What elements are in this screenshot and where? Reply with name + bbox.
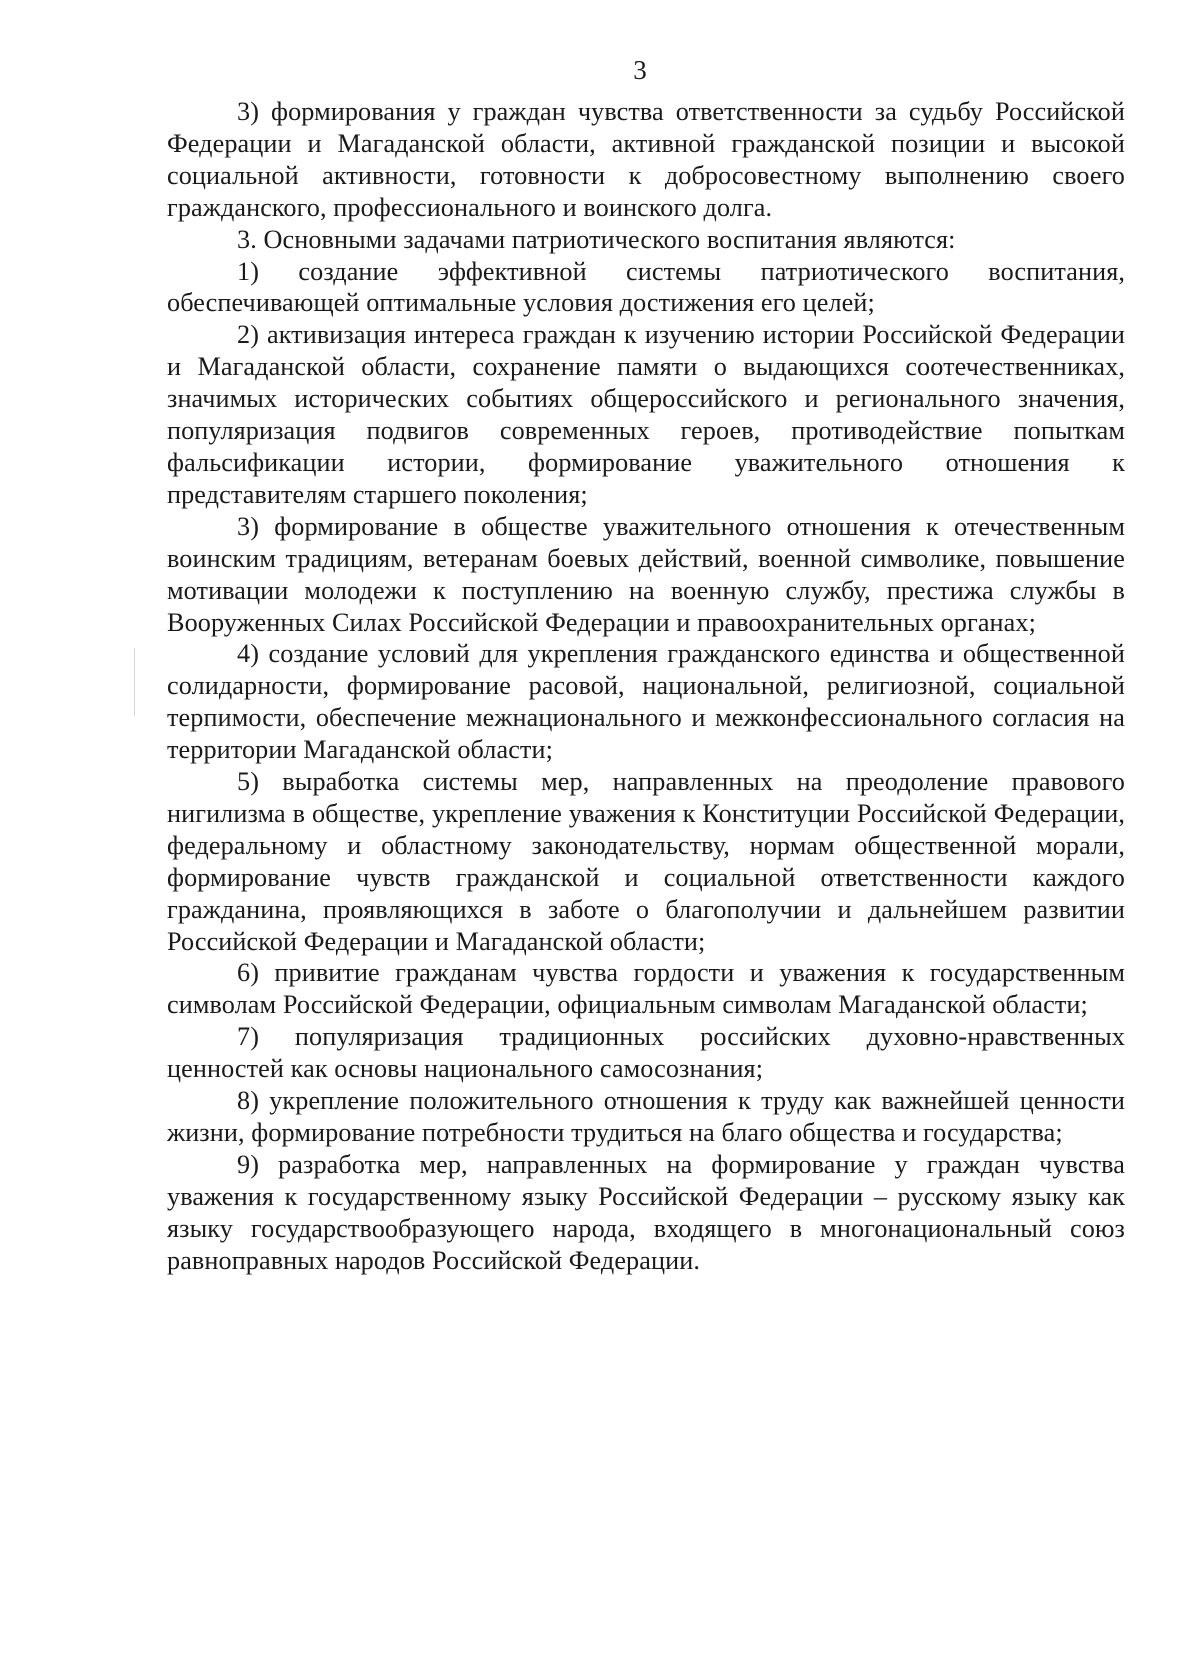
- paragraph-section-3-heading: 3. Основными задачами патриотического воспитания являются:: [237, 224, 956, 254]
- paragraph-task-4: 4) создание условий для укрепления гражданского единства и общественной солидарности, формирование расовой, национальной, религиозной, социальной терпимости, обеспечение межнационального и межконфессионального согласия на территории Магаданской области;: [167, 639, 1125, 765]
- paragraph-task-6: 6) привитие гражданам чувства гордости и уважения к государственным символам Российской Федерации, официальным символам Магаданской области;: [167, 958, 1125, 1020]
- paragraph-task-5: 5) выработка системы мер, направленных на преодоление правового нигилизма в обществе, укрепление уважения к Конституции Российской Федерации, федеральному и областному законодательству, нормам общественной морали, формирование чувств гражданской и социальной ответственности каждого гражданина, проявляющихся в заботе о благополучии и дальнейшем развитии Российской Федерации и Магаданской области;: [167, 767, 1125, 956]
- paragraph-item-3-goal: 3) формирования у граждан чувства ответственности за судьбу Российской Федерации и Магаданской области, активной гражданской позиции и высокой социальной активности, готовности к добросовестному выполнению своего гражданского, профессионального и воинского долга.: [167, 97, 1125, 222]
- paragraph-task-1: 1) создание эффективной системы патриотического воспитания, обеспечивающей оптимальные условия достижения его целей;: [167, 256, 1125, 318]
- paragraph-task-8: 8) укрепление положительного отношения к труду как важнейшей ценности жизни, формирование потребности трудиться на благо общества и государства;: [167, 1086, 1125, 1147]
- margin-mark: [134, 648, 135, 716]
- paragraph-task-7: 7) популяризация традиционных российских духовно-нравственных ценностей как основы национального самосознания;: [167, 1022, 1125, 1084]
- page-number: 3: [633, 55, 647, 85]
- document-body: [167, 96, 1125, 1277]
- paragraph-task-3: 3) формирование в обществе уважительного отношения к отечественным воинским традициям, ветеранам боевых действий, военной символике, повышение мотивации молодежи к поступлению на военную службу, престижа службы в Вооруженных Силах Российской Федерации и правоохранительных органах;: [167, 511, 1125, 637]
- paragraph-task-2: 2) активизация интереса граждан к изучению истории Российской Федерации и Магаданской области, сохранение памяти о выдающихся соотечественниках, значимых исторических событиях общероссийского и регионального значения, популяризация подвигов современных героев, противодействие попыткам фальсификации истории, формирование уважительного отношения к представителям старшего поколения;: [167, 320, 1125, 509]
- paragraph-task-9: 9) разработка мер, направленных на формирование у граждан чувства уважения к государственному языку Российской Федерации – русскому языку как языку государствообразующего народа, входящего в многонациональный союз равноправных народов Российской Федерации.: [167, 1149, 1125, 1275]
